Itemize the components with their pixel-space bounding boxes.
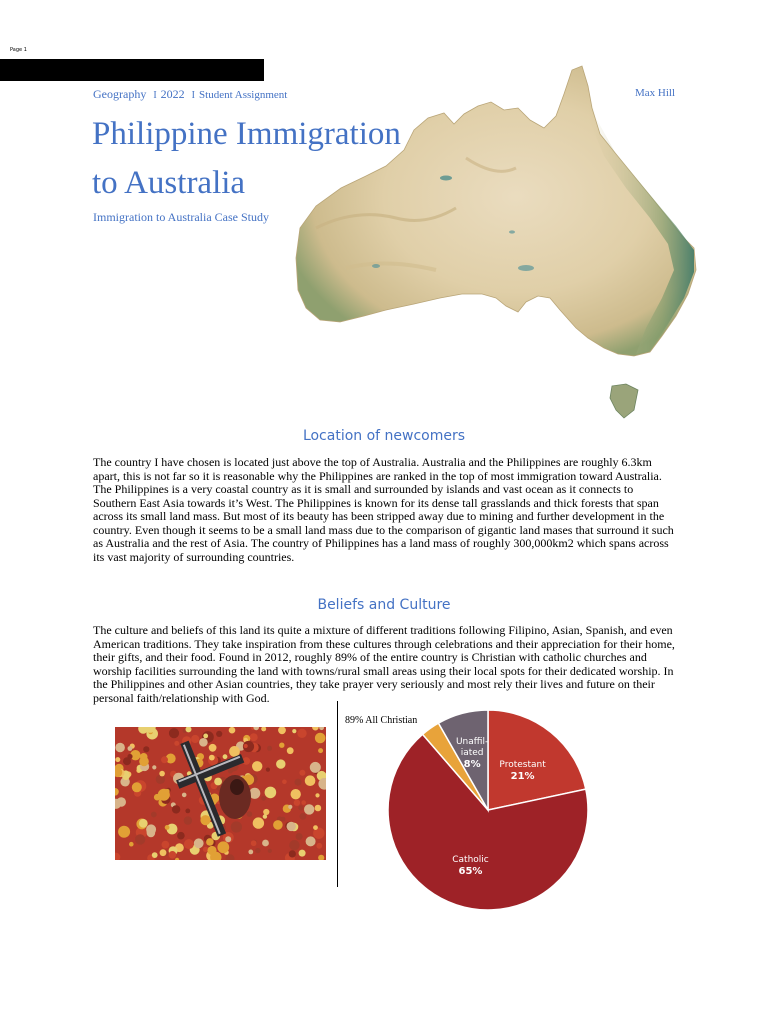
crowd-figure <box>191 735 199 743</box>
pie-slice-label: Catholic 65% <box>452 855 489 878</box>
crowd-figure <box>288 805 292 809</box>
crowd-figure <box>267 746 272 751</box>
crowd-figure <box>291 789 301 799</box>
crowd-figure <box>146 824 156 834</box>
crowd-figure <box>287 822 296 831</box>
crowd-figure <box>169 728 179 738</box>
crowd-figure <box>206 838 214 846</box>
crowd-figure <box>255 848 260 853</box>
crowd-figure <box>159 771 165 777</box>
section-heading-location: Location of newcomers <box>302 428 466 444</box>
crowd-figure <box>263 809 269 815</box>
crowd-figure <box>217 841 229 853</box>
crowd-figure <box>289 850 296 857</box>
crowd-figure <box>289 840 299 850</box>
crowd-figure <box>279 743 284 748</box>
crowd-figure <box>161 756 168 763</box>
crowd-figure <box>225 836 231 842</box>
crowd-figure <box>287 747 294 754</box>
crowd-figure <box>135 834 145 844</box>
crowd-figure <box>129 842 134 847</box>
crowd-figure <box>316 843 322 849</box>
religion-pie-chart <box>380 708 596 912</box>
crowd-figure <box>318 748 323 753</box>
crowd-figure <box>273 820 283 830</box>
crowd-figure <box>253 817 264 828</box>
document-subtitle: Immigration to Australia Case Study <box>93 210 269 224</box>
document-header <box>93 87 675 102</box>
crowd-figure <box>132 782 142 792</box>
header-black-bar <box>0 59 264 81</box>
crowd-figure <box>209 755 215 761</box>
crowd-figure <box>251 840 257 846</box>
crowd-figure <box>299 850 306 857</box>
crowd-figure <box>214 778 222 786</box>
page-label: Page 1 <box>10 47 27 53</box>
crowd-figure <box>127 754 132 759</box>
crowd-figure <box>184 839 194 849</box>
crowd-figure <box>250 733 258 741</box>
crowd-figure <box>229 746 240 757</box>
crowd-figure <box>296 833 303 840</box>
crowd-figure <box>115 757 120 762</box>
crowd-figure <box>152 765 156 769</box>
crowd-figure <box>139 757 149 767</box>
document-title <box>92 110 492 208</box>
crowd-figure <box>165 825 170 830</box>
crowd-figure <box>248 850 253 855</box>
header-year: 2022 <box>160 87 185 101</box>
crowd-figure <box>298 805 303 810</box>
crowd-figure <box>263 814 267 818</box>
crowd-figure <box>247 811 253 817</box>
crowd-figure <box>128 746 133 751</box>
crowd-figure <box>194 838 204 848</box>
chart-caption: 89% All Christian <box>345 715 418 726</box>
pie-slice-label: Protestant 21% <box>499 760 546 783</box>
religious-procession-photo <box>115 727 326 860</box>
crowd-figure <box>310 762 321 773</box>
crowd-figure <box>223 754 228 759</box>
crowd-figure <box>182 793 187 798</box>
crowd-figure <box>261 796 266 801</box>
header-separator: I <box>153 90 157 101</box>
header-separator: I <box>191 90 196 101</box>
crowd-figure <box>184 816 192 824</box>
crowd-figure <box>300 813 307 820</box>
section-heading-beliefs: Beliefs and Culture <box>317 597 451 613</box>
pie-slice-label: Unaffil-iated 8% <box>455 737 489 771</box>
crowd-figure <box>162 841 170 849</box>
crowd-figure <box>281 817 286 822</box>
title-line-2: to Australia <box>92 165 246 201</box>
crowd-figure <box>276 759 285 768</box>
crowd-figure <box>295 779 302 786</box>
crowd-figure <box>268 849 272 853</box>
crowd-figure <box>315 805 322 812</box>
crowd-figure <box>304 804 314 814</box>
crowd-figure <box>231 821 242 832</box>
crowd-figure <box>199 738 208 747</box>
header-type: Student Assignment <box>199 89 288 101</box>
crowd-figure <box>315 793 319 797</box>
title-line-1: Philippine Immigration <box>92 116 401 152</box>
crowd-figure <box>118 826 130 838</box>
crowd-figure <box>262 840 269 847</box>
crowd-figure <box>152 852 158 858</box>
crowd-figure <box>143 746 149 752</box>
crowd-figure <box>282 780 287 785</box>
crowd-figure <box>151 812 157 818</box>
crowd-figure <box>306 836 316 846</box>
crowd-figure <box>160 849 167 856</box>
crowd-figure <box>216 731 222 737</box>
crowd-figure <box>305 775 316 786</box>
crowd-figure <box>265 787 277 799</box>
section-body-beliefs: The culture and beliefs of this land its quite a mixture of different traditions following Filipino, Asian, Spanish, and even American traditions. They take inspiration from these cultures through celebrations and their appreciation for their home, their gifts, and their food. Found in 2012, roughly 89% of the entire country is Christian with catholic churches and worship facilities surrounding the land with towns/rural small areas using their local spots for their dedicated worship. In the Philippines and other Asian countries, they take prayer very seriously and most rely their lives and future on their personal faith/relationship with God. <box>93 623 675 705</box>
crowd-figure <box>172 805 180 813</box>
crowd-figure <box>209 744 217 752</box>
crowd-figure <box>266 768 270 772</box>
crowd-figure <box>174 741 179 746</box>
crowd-figure <box>158 789 170 801</box>
crowd-figure <box>203 734 208 739</box>
crowd-figure <box>252 761 262 771</box>
crowd-figure <box>139 819 148 828</box>
crowd-figure <box>200 815 210 825</box>
crowd-figure <box>156 775 165 784</box>
crowd-figure <box>301 800 306 805</box>
crowd-figure <box>299 770 305 776</box>
crowd-figure <box>292 729 296 733</box>
crowd-figure <box>297 729 306 738</box>
crowd-figure <box>169 851 177 859</box>
header-subject: Geography <box>93 87 147 101</box>
crowd-figure <box>207 846 216 855</box>
crowd-figure <box>315 733 326 744</box>
crowd-figure <box>185 809 190 814</box>
crowd-figure <box>244 744 248 748</box>
crowd-figure <box>229 727 236 734</box>
crowd-figure <box>177 832 185 840</box>
section-body-location: The country I have chosen is located just above the top of Australia. Australia and the Philippines are roughly 6.3km apart, this is not far so it is reasonable why the Philippines are ranked in the top of most immigration toward Australia. The Philippines is a very coastal country as it is small and surrounded by islands and vast ocean as it connects to Southern East Asia towards it’s West. The Philippines is known for its dense tall grasslands and thick forests that span across its small land mass. But most of its beauty has been stripped away due to mining and further development in the country. Even though it seems to be a small land mass due to the comparison of gigantic land mases that surround it such as Australia and the rest of Asia. The country of Philippines has a land mass of roughly 300,000km2 which spans across its vast majority of surrounding countries. <box>93 455 674 564</box>
column-divider <box>337 701 338 887</box>
crowd-figure <box>115 743 125 753</box>
header-author: Max Hill <box>634 87 675 99</box>
crowd-figure <box>294 800 300 806</box>
crowd-figure <box>313 825 318 830</box>
